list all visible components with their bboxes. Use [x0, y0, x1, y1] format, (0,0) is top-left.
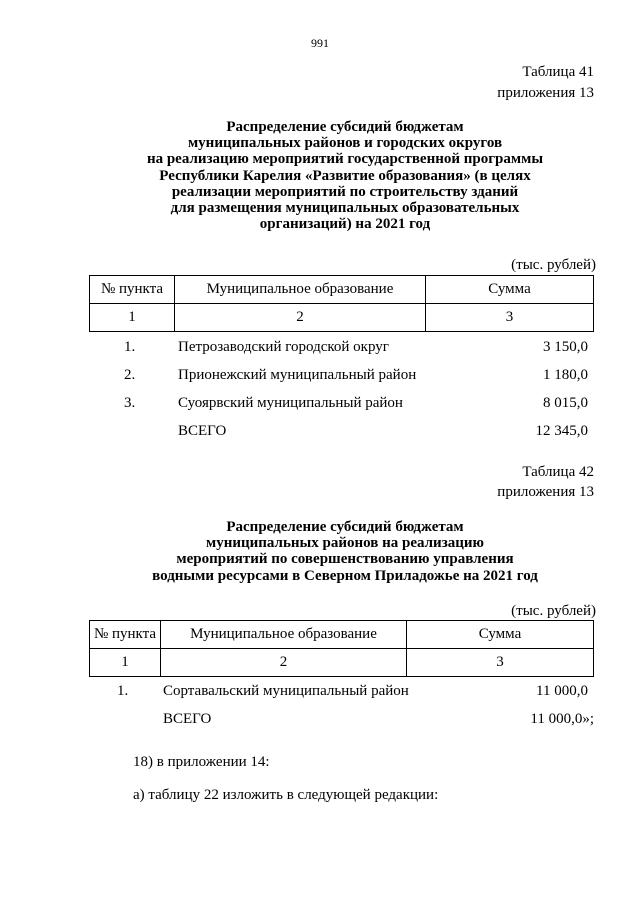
table42-caption-appendix: приложения 13: [497, 484, 594, 500]
table-row: [0, 395, 640, 415]
table-row: [0, 339, 640, 359]
row-number: 1.: [124, 339, 136, 355]
total-sum: 12 345,0: [535, 423, 588, 439]
table42-header: [89, 620, 594, 677]
table42-title-line: Распределение субсидий бюджетам: [226, 519, 464, 535]
row-sum: 8 015,0: [543, 395, 588, 411]
table41-title-line: Распределение субсидий бюджетам: [226, 119, 464, 135]
table41-title-line: реализации мероприятий по строительству зданий: [171, 183, 519, 200]
table42-colnum-1: 1: [90, 649, 161, 677]
table41-header-num: № пункта: [90, 276, 175, 304]
table42-header-name: Муниципальное образование: [161, 621, 407, 649]
table41-header: [89, 275, 594, 332]
row-municipality: Прионежский муниципальный район: [178, 367, 417, 383]
table42-colnum-2: 2: [161, 649, 407, 677]
table41-title-line: Республики Карелия «Развитие образования» (в целях: [159, 167, 531, 184]
table41-title-line: на реализацию мероприятий государственной программы: [146, 151, 544, 168]
table42-header-num: № пункта: [90, 621, 161, 649]
table41-title-line: организаций) на 2021 год: [259, 216, 431, 233]
table42-units: (тыс. рублей): [511, 603, 596, 619]
table41-title-line: для размещения муниципальных образовательных: [170, 200, 520, 217]
row-number: 1.: [117, 683, 129, 699]
table41-header-name: Муниципальное образование: [175, 276, 426, 304]
table42-caption-number: Таблица 42: [522, 464, 594, 480]
table41-caption-number: Таблица 41: [522, 64, 594, 80]
table42-title-line: водными ресурсами в Северном Приладожье на 2021 год: [152, 567, 538, 584]
table41-title-line: муниципальных районов и городских округов: [187, 135, 503, 152]
row-municipality: Петрозаводский городской округ: [178, 339, 389, 355]
table42-header-sum: Сумма: [407, 621, 594, 649]
table41-units: (тыс. рублей): [511, 257, 596, 273]
table-row: [0, 367, 640, 387]
row-number: 2.: [124, 367, 136, 383]
table41-caption-appendix: приложения 13: [497, 85, 594, 101]
table42-title-line: муниципальных районов на реализацию: [206, 535, 484, 552]
table41-header-sum: Сумма: [426, 276, 594, 304]
table41-colnum-3: 3: [426, 304, 594, 332]
paragraph-appendix-14: 18) в приложении 14:: [133, 754, 270, 770]
page-number: 991: [311, 36, 329, 50]
table41-title: [60, 119, 630, 232]
row-sum: 11 000,0: [536, 683, 588, 699]
row-municipality: Суоярвский муниципальный район: [178, 395, 403, 411]
table42-title-line: мероприятий по совершенствованию управления: [176, 551, 514, 568]
paragraph-table-22: а) таблицу 22 изложить в следующей редакции:: [133, 787, 439, 803]
total-label: ВСЕГО: [163, 711, 212, 727]
total-sum: 11 000,0»;: [530, 711, 594, 727]
table41-colnum-1: 1: [90, 304, 175, 332]
row-number: 3.: [124, 395, 136, 411]
row-sum: 3 150,0: [543, 339, 588, 355]
table42-colnum-3: 3: [407, 649, 594, 677]
table-row: [0, 683, 640, 703]
row-municipality: Сортавальский муниципальный район: [163, 683, 409, 699]
table-total-row: [0, 711, 640, 731]
row-sum: 1 180,0: [543, 367, 588, 383]
total-label: ВСЕГО: [178, 423, 227, 439]
table-total-row: [0, 423, 640, 443]
table42-title: [60, 519, 630, 584]
table41-colnum-2: 2: [175, 304, 426, 332]
